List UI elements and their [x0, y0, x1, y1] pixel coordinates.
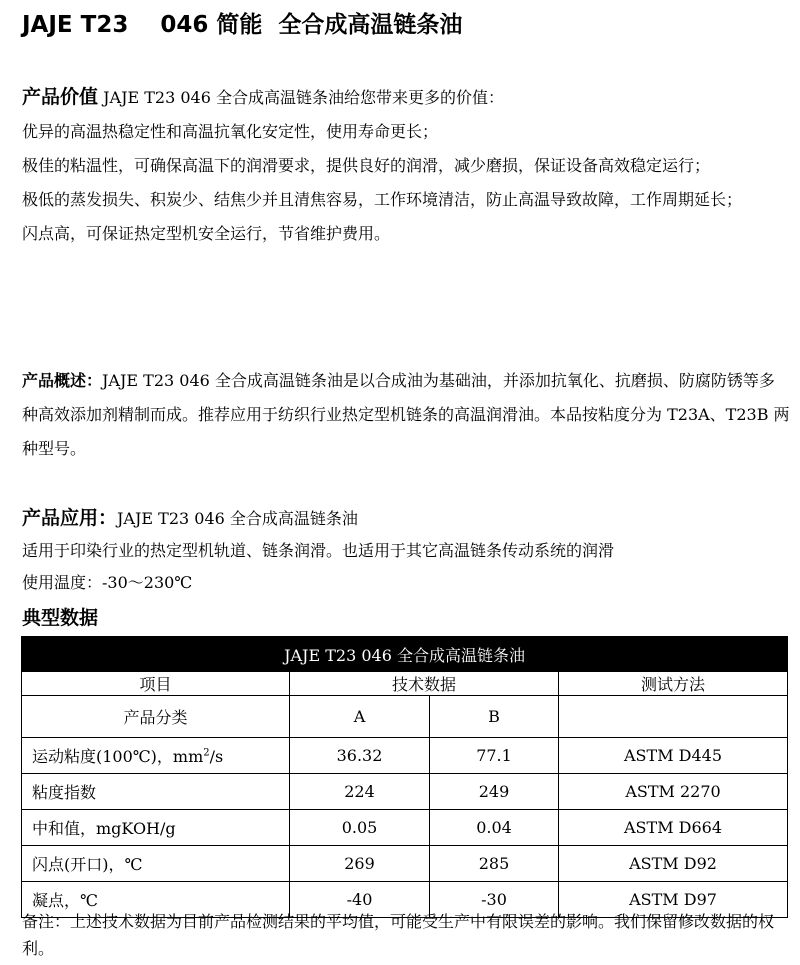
- table-row: [22, 774, 788, 810]
- subheader-a: A: [290, 696, 430, 738]
- row-item: 闪点(开口)，℃: [22, 846, 290, 882]
- value-heading: 产品价值: [22, 86, 99, 108]
- table-row: [22, 810, 788, 846]
- value-intro: JAJE T23 046 全合成高温链条油给您带来更多的价值：: [98, 88, 504, 107]
- page-title: JAJE T23 046 简能 全合成高温链条油: [22, 12, 463, 38]
- value-line-4: 闪点高，可保证热定型机安全运行，节省维护费用。: [22, 224, 391, 243]
- row-value-b: 285: [430, 846, 559, 882]
- row-item-pre: 运动粘度(100℃)，mm: [32, 747, 204, 766]
- value-line-3: 极低的蒸发损失、积炭少、结焦少并且清焦容易，工作环境清洁，防止高温导致故障，工作周期延长；: [22, 190, 743, 209]
- application-section: [22, 502, 790, 599]
- row-item: 粘度指数: [22, 774, 290, 810]
- row-method: ASTM D97: [559, 882, 788, 918]
- row-value-a: 269: [290, 846, 430, 882]
- row-item-sup: 2: [203, 747, 210, 759]
- overview-heading: 产品概述：: [22, 371, 103, 390]
- table-title: JAJE T23 046 全合成高温链条油: [22, 637, 788, 672]
- row-item: [22, 738, 290, 774]
- row-item-post: /s: [209, 747, 224, 766]
- overview-text: JAJE T23 046 全合成高温链条油是以合成油为基础油，并添加抗氧化、抗磨损、防腐防锈等多种高效添加剂精制而成。推荐应用于纺织行业热定型机链条的高温润滑油。本品按粘度分为 T23A、T23B 两种型号。: [22, 371, 790, 458]
- overview-paragraph: [22, 364, 790, 466]
- row-value-a: -40: [290, 882, 430, 918]
- application-heading-line: [22, 502, 790, 535]
- typical-data-table: [21, 636, 788, 918]
- table-row: [22, 738, 788, 774]
- value-section: [22, 80, 790, 251]
- value-intro-line: [22, 80, 790, 115]
- application-product: JAJE T23 046 全合成高温链条油: [117, 509, 358, 528]
- subheader-method: [559, 696, 788, 738]
- data-section-heading-wrap: [22, 603, 790, 633]
- header-item: 项目: [22, 672, 290, 696]
- row-value-b: 0.04: [430, 810, 559, 846]
- table-header-row: [22, 672, 788, 696]
- footnote: 备注：上述技术数据为目前产品检测结果的平均值，可能受生产中有限误差的影响。我们保留修改数据的权利。: [22, 912, 775, 958]
- table-row: [22, 846, 788, 882]
- row-value-a: 0.05: [290, 810, 430, 846]
- value-line-2: 极佳的粘温性，可确保高温下的润滑要求，提供良好的润滑，减少磨损，保证设备高效稳定运行；: [22, 156, 711, 175]
- application-usage: 适用于印染行业的热定型机轨道、链条润滑。也适用于其它高温链条传动系统的润滑: [22, 541, 615, 560]
- row-value-a: 224: [290, 774, 430, 810]
- overview-section: [22, 364, 790, 466]
- application-heading: 产品应用：: [22, 507, 118, 529]
- row-method: ASTM D445: [559, 738, 788, 774]
- row-method: ASTM D664: [559, 810, 788, 846]
- table-title-row: [22, 637, 788, 672]
- value-line-1: 优异的高温热稳定性和高温抗氧化安定性，使用寿命更长；: [22, 122, 439, 141]
- row-value-b: -30: [430, 882, 559, 918]
- subheader-item: 产品分类: [22, 696, 290, 738]
- row-item: 中和值，mgKOH/g: [22, 810, 290, 846]
- application-temperature: 使用温度：-30～230℃: [22, 573, 193, 592]
- row-value-b: 249: [430, 774, 559, 810]
- subheader-b: B: [430, 696, 559, 738]
- header-tech: 技术数据: [290, 672, 559, 696]
- table-subheader-row: [22, 696, 788, 738]
- row-method: ASTM D92: [559, 846, 788, 882]
- row-value-a: 36.32: [290, 738, 430, 774]
- row-value-b: 77.1: [430, 738, 559, 774]
- header-method: 测试方法: [559, 672, 788, 696]
- row-method: ASTM 2270: [559, 774, 788, 810]
- row-item: 凝点，℃: [22, 882, 290, 918]
- data-heading: 典型数据: [22, 607, 99, 629]
